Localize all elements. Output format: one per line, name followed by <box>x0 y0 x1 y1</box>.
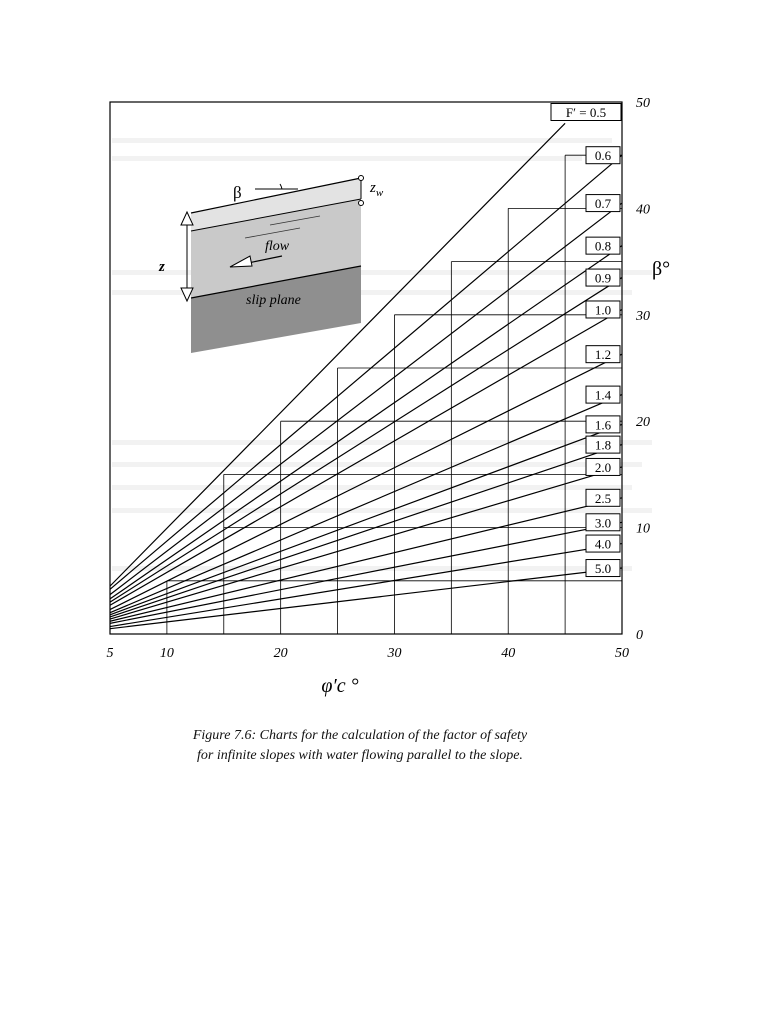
series-label: 3.0 <box>594 515 612 531</box>
y-tick-labels <box>635 96 650 643</box>
series-label: 0.7 <box>594 196 612 212</box>
y-tick-label: 0 <box>636 628 643 643</box>
slip-plane-label: slip plane <box>246 293 301 308</box>
y-tick-label: 40 <box>636 202 650 218</box>
series-label: 1.4 <box>594 387 612 403</box>
x-tick-labels <box>107 646 630 661</box>
x-tick-label: 50 <box>615 646 629 661</box>
flow-label: flow <box>265 239 290 254</box>
series-label: 5.0 <box>594 561 612 577</box>
y-tick-label: 20 <box>636 415 650 431</box>
zw-label-sub: w <box>375 187 384 199</box>
series-label: 4.0 <box>594 536 612 552</box>
caption-line-2: for infinite slopes with water flowing parallel to the slope. <box>197 748 523 763</box>
beta-arc <box>280 184 282 189</box>
series-label: 2.5 <box>594 490 612 506</box>
series-line <box>110 522 622 623</box>
series-line <box>110 498 622 621</box>
x-tick-label: 10 <box>159 646 174 661</box>
x-tick-label: 40 <box>501 646 516 661</box>
zw-top-marker <box>359 176 364 181</box>
series-label: 0.9 <box>594 270 612 286</box>
series-line <box>110 424 622 614</box>
series-label: 1.6 <box>594 417 612 433</box>
series-line <box>110 309 622 605</box>
figure-caption <box>100 726 620 766</box>
x-axis-label: φ′c ° <box>321 675 359 697</box>
slope-diagram <box>158 176 384 354</box>
z-label: z <box>159 259 165 275</box>
series-line <box>110 395 622 613</box>
zw-bottom-marker <box>359 201 364 206</box>
series-label: 1.2 <box>594 347 612 363</box>
bleed-through <box>112 138 652 571</box>
y-tick-label: 10 <box>636 521 650 537</box>
zw-label-main: z <box>370 180 376 196</box>
y-tick-label: 50 <box>636 96 650 111</box>
series-line <box>110 354 622 609</box>
zw-label <box>369 180 384 199</box>
y-tick-label: 30 <box>636 308 650 324</box>
series-label: F′ = 0.5 <box>565 105 607 120</box>
x-tick-label: 5 <box>106 646 114 661</box>
series-label: 2.0 <box>594 459 612 475</box>
y-axis-label: β° <box>652 258 671 280</box>
x-tick-label: 20 <box>273 646 288 661</box>
series-line <box>110 568 622 629</box>
series-line <box>110 445 622 617</box>
x-tick-label: 30 <box>387 646 402 661</box>
caption-line-1: Figure 7.6: Charts for the calculation of the factor of safety <box>192 728 528 743</box>
series-label: 1.8 <box>594 437 612 453</box>
beta-label: β <box>233 183 242 202</box>
series-labels <box>551 104 621 577</box>
series-lines <box>110 123 622 628</box>
series-label: 0.6 <box>594 148 612 164</box>
series-label: 0.8 <box>594 238 612 254</box>
series-line <box>110 544 622 627</box>
series-label: 1.0 <box>594 302 612 318</box>
